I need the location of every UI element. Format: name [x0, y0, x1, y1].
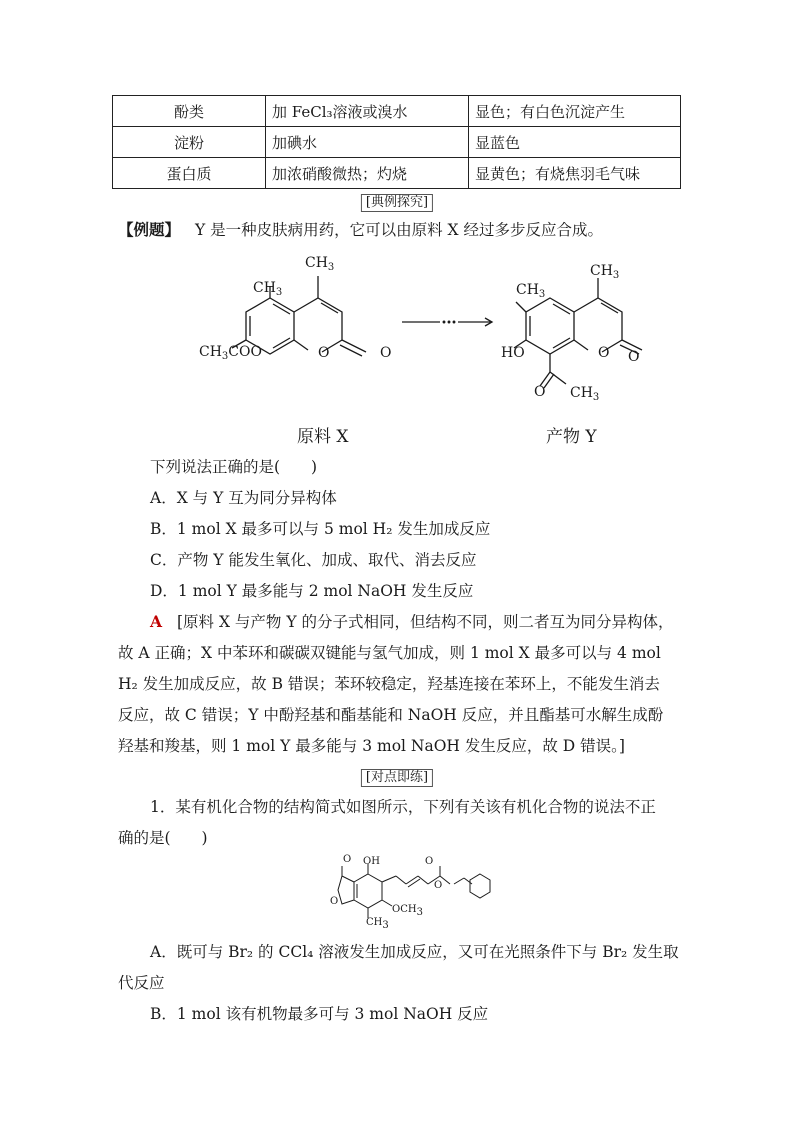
x-label-ch3-ring	[253, 280, 282, 296]
option-c: C．产物 Y 能发生氧化、加成、取代、消去反应	[150, 551, 477, 569]
label-subscript: 3	[592, 392, 600, 403]
example-stem	[118, 220, 684, 240]
explanation-text: [原料 X 与产物 Y 的分子式相同，但结构不同，则二者互为同分异构体，	[176, 613, 674, 631]
practice-label-carbonyl-o: O	[343, 854, 352, 865]
label-text: CH	[305, 255, 328, 271]
table-cell: 显色；有白色沉淀产生	[469, 96, 681, 127]
table-cell: 加碘水	[266, 127, 469, 158]
explanation-line: 反应，故 C 错误；Y 中酚羟基和酯基能和 NaOH 反应，并且酯基可水解生成酚	[118, 706, 664, 724]
x-label-ch3-top	[305, 255, 334, 271]
y-label-ring-o: O	[598, 345, 610, 361]
practice-molecule-structure	[330, 852, 500, 932]
question-stem: 下列说法正确的是( )	[150, 458, 318, 476]
table-cell: 显蓝色	[469, 127, 681, 158]
practice-label-och3	[392, 904, 423, 918]
explanation-line: 故 A 正确；X 中苯环和碳碳双键能与氢气加成，则 1 mol X 最多可以与 4 mol	[118, 644, 661, 662]
label-subscript: 3	[221, 351, 229, 362]
label-text: OCH	[392, 904, 417, 915]
practice-label-ester-o: O	[425, 856, 434, 867]
table-row	[113, 127, 681, 158]
section-tag-practice: [对点即练]	[361, 769, 433, 787]
reaction-arrow	[402, 318, 492, 326]
x-label-ring-o: O	[318, 345, 330, 361]
example-stem-text: Y 是一种皮肤病用药，它可以由原料 X 经过多步反应合成。	[194, 221, 604, 239]
label-text: CH	[366, 917, 383, 928]
answer-letter: A	[150, 612, 163, 631]
y-label-hydroxyl: HO	[501, 345, 525, 361]
label-text: CH	[199, 344, 222, 360]
table-cell: 酚类	[113, 96, 266, 127]
table-row	[113, 158, 681, 189]
explanation-line	[150, 612, 716, 632]
table-cell: 蛋白质	[113, 158, 266, 189]
label-text: CH	[570, 385, 593, 401]
test-reagent-table	[112, 95, 681, 189]
practice-label-ring-o: O	[330, 896, 339, 907]
label-subscript: 3	[275, 287, 283, 298]
label-text: CH	[590, 263, 613, 279]
practice-option-a-line: A．既可与 Br₂ 的 CCl₄ 溶液发生加成反应，又可在光照条件下与 Br₂ 发生取	[150, 943, 679, 961]
label-text: CH	[516, 282, 539, 298]
y-label-ch3-ring	[516, 282, 545, 298]
caption-material-x: 原料 X	[297, 427, 349, 447]
label-text: COO	[228, 344, 262, 360]
table-cell: 淀粉	[113, 127, 266, 158]
y-label-ch3-top	[590, 263, 619, 279]
explanation-line: H₂ 发生加成反应，故 B 错误；苯环较稳定，羟基连接在苯环上，不能发生消去	[118, 675, 660, 693]
practice-option-b: B．1 mol 该有机物最多可与 3 mol NaOH 反应	[150, 1005, 489, 1023]
practice-stem-line: 确的是( )	[118, 829, 208, 847]
practice-label-ch3	[366, 917, 389, 931]
table-cell: 显黄色；有烧焦羽毛气味	[469, 158, 681, 189]
option-b: B．1 mol X 最多可以与 5 mol H₂ 发生加成反应	[150, 520, 491, 538]
label-subscript: 3	[382, 920, 389, 931]
table-cell: 加 FeCl₃溶液或溴水	[266, 96, 469, 127]
section-tag-example: [典例探究]	[361, 194, 433, 212]
label-subscript: 3	[538, 289, 546, 300]
option-a: A．X 与 Y 互为同分异构体	[150, 489, 337, 507]
label-subscript: 3	[612, 270, 620, 281]
label-subscript: 3	[327, 262, 335, 273]
option-d: D．1 mol Y 最多能与 2 mol NaOH 发生反应	[150, 582, 474, 600]
y-label-acetyl-o: O	[534, 384, 546, 400]
table-cell: 加浓硝酸微热；灼烧	[266, 158, 469, 189]
practice-stem-line: 1．某有机化合物的结构简式如图所示，下列有关该有机化合物的说法不正	[150, 798, 656, 816]
y-label-acetyl-ch3	[570, 385, 599, 401]
x-label-acetoxy	[199, 344, 262, 360]
explanation-line: 羟基和羧基，则 1 mol Y 最多能与 3 mol NaOH 发生反应，故 D 错误。]	[118, 737, 625, 755]
y-label-carbonyl-o: O	[628, 349, 640, 365]
practice-option-a-line: 代反应	[118, 974, 165, 992]
practice-label-oh: OH	[363, 856, 380, 867]
practice-label-ether-o: O	[434, 880, 443, 891]
table-row	[113, 96, 681, 127]
x-label-carbonyl-o: O	[380, 345, 392, 361]
example-label: 【例题】	[118, 220, 181, 239]
label-text: CH	[253, 280, 276, 296]
label-subscript: 3	[416, 907, 423, 918]
caption-product-y: 产物 Y	[546, 427, 597, 447]
